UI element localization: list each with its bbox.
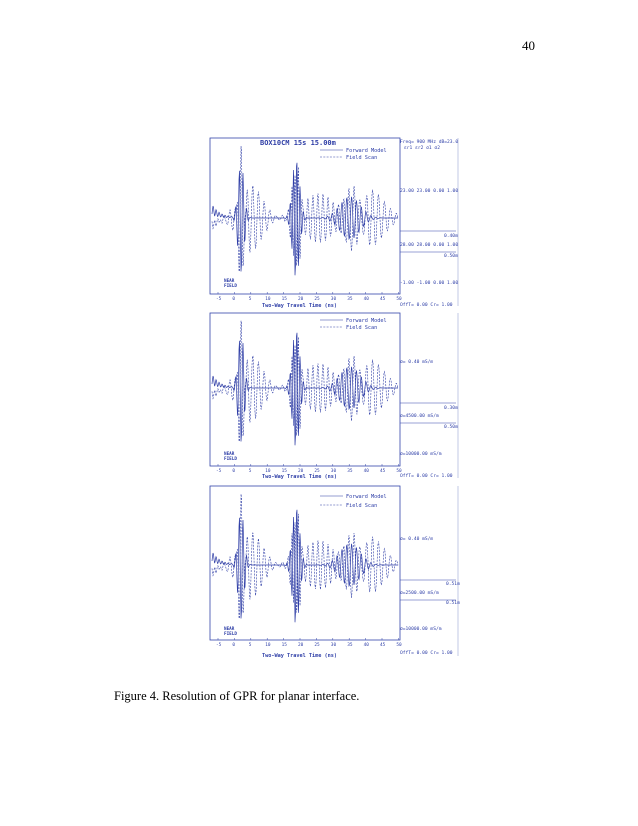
x-tick-label: 10 bbox=[265, 297, 271, 302]
x-axis-label: Two-Way Travel Time (ns) bbox=[262, 474, 337, 480]
x-axis-label: Two-Way Travel Time (ns) bbox=[262, 303, 337, 309]
right-label-4: 0.50m bbox=[444, 254, 458, 259]
x-tick-label: 15 bbox=[281, 643, 287, 648]
x-tick-label: 5 bbox=[248, 643, 252, 648]
figure-caption: Figure 4. Resolution of GPR for planar interface. bbox=[114, 689, 360, 703]
x-tick-label: 50 bbox=[396, 643, 402, 648]
x-tick-label: 25 bbox=[314, 469, 320, 474]
footer: OffT= 0.00 Cr= 1.00 bbox=[400, 303, 453, 308]
near-label-1: NEAR bbox=[224, 279, 235, 284]
x-tick-label: 30 bbox=[330, 643, 337, 648]
footer: OffT= 0.00 Cr= 1.00 bbox=[400, 651, 453, 656]
x-tick-label: 50 bbox=[396, 469, 402, 474]
x-tick-label: 20 bbox=[298, 469, 304, 474]
right-label-3: 28.00 28.00 0.00 1.00 bbox=[400, 243, 459, 248]
x-tick-label: 35 bbox=[347, 643, 353, 648]
x-ticks bbox=[216, 292, 402, 302]
right-label-1: 23.00 23.00 0.00 1.00 bbox=[400, 189, 459, 194]
x-tick-label: 30 bbox=[330, 297, 337, 302]
right-label-3: σ=2500.00 mS/m bbox=[400, 591, 439, 596]
right-label-4: 0.50m bbox=[444, 425, 458, 430]
x-tick-label: 40 bbox=[363, 643, 369, 648]
x-tick-label: 0 bbox=[232, 643, 236, 648]
legend-forward-model: Forward Model bbox=[346, 148, 387, 154]
x-tick-label: -5 bbox=[216, 469, 222, 474]
near-label-2: FIELD bbox=[224, 457, 237, 462]
x-tick-label: 45 bbox=[380, 469, 386, 474]
x-tick-label: 10 bbox=[265, 469, 271, 474]
panel-1 bbox=[210, 138, 458, 309]
x-tick-label: 20 bbox=[298, 643, 304, 648]
legend-field-scan: Field Scan bbox=[346, 503, 378, 509]
x-axis-label: Two-Way Travel Time (ns) bbox=[262, 653, 337, 659]
x-tick-label: 30 bbox=[330, 469, 337, 474]
x-tick-label: 45 bbox=[380, 297, 386, 302]
x-tick-label: 15 bbox=[281, 469, 287, 474]
header-sub: εr1 εr2 σ1 σ2 bbox=[404, 146, 440, 151]
page-number: 40 bbox=[522, 38, 535, 53]
x-tick-label: 5 bbox=[248, 469, 252, 474]
header-right: Freq= 900 MHz dB=23.0 bbox=[400, 140, 459, 145]
legend-forward-model: Forward Model bbox=[346, 318, 387, 324]
x-tick-label: 40 bbox=[363, 469, 369, 474]
right-label-2: 0.40m bbox=[444, 234, 458, 239]
legend-field-scan: Field Scan bbox=[346, 325, 378, 331]
right-label-2: 0.30m bbox=[444, 406, 458, 411]
x-tick-label: 15 bbox=[281, 297, 287, 302]
x-tick-label: 35 bbox=[347, 297, 353, 302]
right-label-5: σ=10000.00 mS/m bbox=[400, 627, 442, 632]
right-label-1: σ= 0.40 mS/m bbox=[400, 537, 434, 542]
right-label-5: σ=10000.00 mS/m bbox=[400, 452, 442, 457]
x-ticks bbox=[216, 464, 402, 474]
right-label-5: -1.00 -1.00 0.00 1.00 bbox=[400, 281, 459, 286]
legend-field-scan: Field Scan bbox=[346, 155, 378, 161]
right-label-1: σ= 0.40 mS/m bbox=[400, 360, 434, 365]
x-tick-label: 0 bbox=[232, 297, 236, 302]
x-tick-label: 35 bbox=[347, 469, 353, 474]
x-tick-label: 45 bbox=[380, 643, 386, 648]
panel-2 bbox=[210, 313, 458, 480]
panel-3 bbox=[210, 486, 460, 659]
x-tick-label: 25 bbox=[314, 297, 320, 302]
x-tick-label: 5 bbox=[248, 297, 252, 302]
x-tick-label: 40 bbox=[363, 297, 369, 302]
panel-title: BOX10CM 15s 15.00m bbox=[260, 139, 336, 147]
near-label-2: FIELD bbox=[224, 284, 237, 289]
x-tick-label: 0 bbox=[232, 469, 236, 474]
x-tick-label: 10 bbox=[265, 643, 271, 648]
near-label-2: FIELD bbox=[224, 632, 237, 637]
x-tick-label: 20 bbox=[298, 297, 304, 302]
right-label-3: σ=4500.00 mS/m bbox=[400, 414, 439, 419]
near-label-1: NEAR bbox=[224, 627, 235, 632]
x-tick-label: -5 bbox=[216, 643, 222, 648]
x-tick-label: 25 bbox=[314, 643, 320, 648]
x-ticks bbox=[216, 638, 402, 648]
right-label-2: 0.51m bbox=[446, 582, 460, 587]
x-tick-label: -5 bbox=[216, 297, 222, 302]
near-label-1: NEAR bbox=[224, 452, 235, 457]
x-tick-label: 50 bbox=[396, 297, 402, 302]
footer: OffT= 0.00 Cr= 1.00 bbox=[400, 474, 453, 479]
right-label-4: 0.51m bbox=[446, 601, 460, 606]
legend-forward-model: Forward Model bbox=[346, 494, 387, 500]
